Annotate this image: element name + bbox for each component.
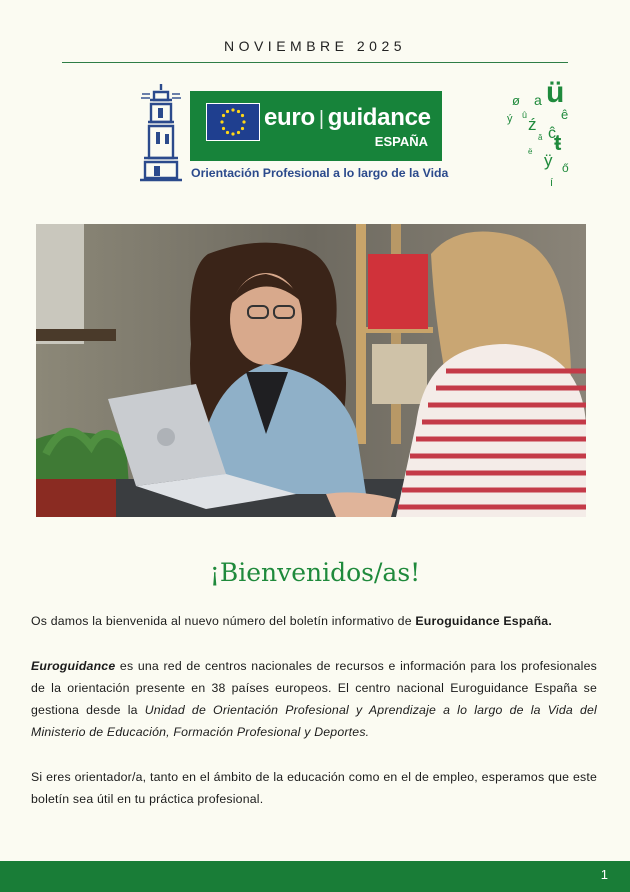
- brand-tagline: Orientación Profesional a lo largo de la Vida: [191, 166, 449, 180]
- brand-country: ESPAÑA: [374, 134, 428, 149]
- euroguidance-banner: [190, 91, 442, 161]
- decorative-letters: ø a ü ý û ź ĉ ê ă ŧ ë ÿ ő í: [507, 76, 569, 189]
- lighthouse-icon: [138, 82, 184, 186]
- newsletter-date: NOVIEMBRE 2025: [223, 38, 407, 54]
- eu-flag-icon: [206, 103, 260, 141]
- welcome-paragraph-3: Si eres orientador/a, tanto en el ámbito de la educación como en el de empleo, esperamos que este boletín sea útil en tu práctica profesional.: [31, 770, 597, 806]
- page-number: 1: [600, 867, 608, 882]
- brand-name: euro | guidance: [264, 104, 431, 131]
- header-divider: [62, 62, 568, 63]
- welcome-paragraph-1: Os damos la bienvenida al nuevo número del boletín informativo de Euroguidance España.: [31, 614, 552, 628]
- welcome-heading: ¡Bienvenidos/as!: [209, 558, 421, 587]
- page-footer: [0, 861, 630, 892]
- counseling-photo: [36, 224, 586, 517]
- welcome-paragraph-2: Euroguidance es una red de centros nacionales de recursos e información para los profesionales de la orientación presente en 38 países europeos. El centro nacional Euroguidance España se gestiona desde la Unidad de Orientación Profesional y Aprendizaje a lo largo de la Vida del Ministerio de Educación, Formación Profesional y Deportes.: [31, 659, 597, 739]
- euroguidance-logo: [138, 82, 448, 190]
